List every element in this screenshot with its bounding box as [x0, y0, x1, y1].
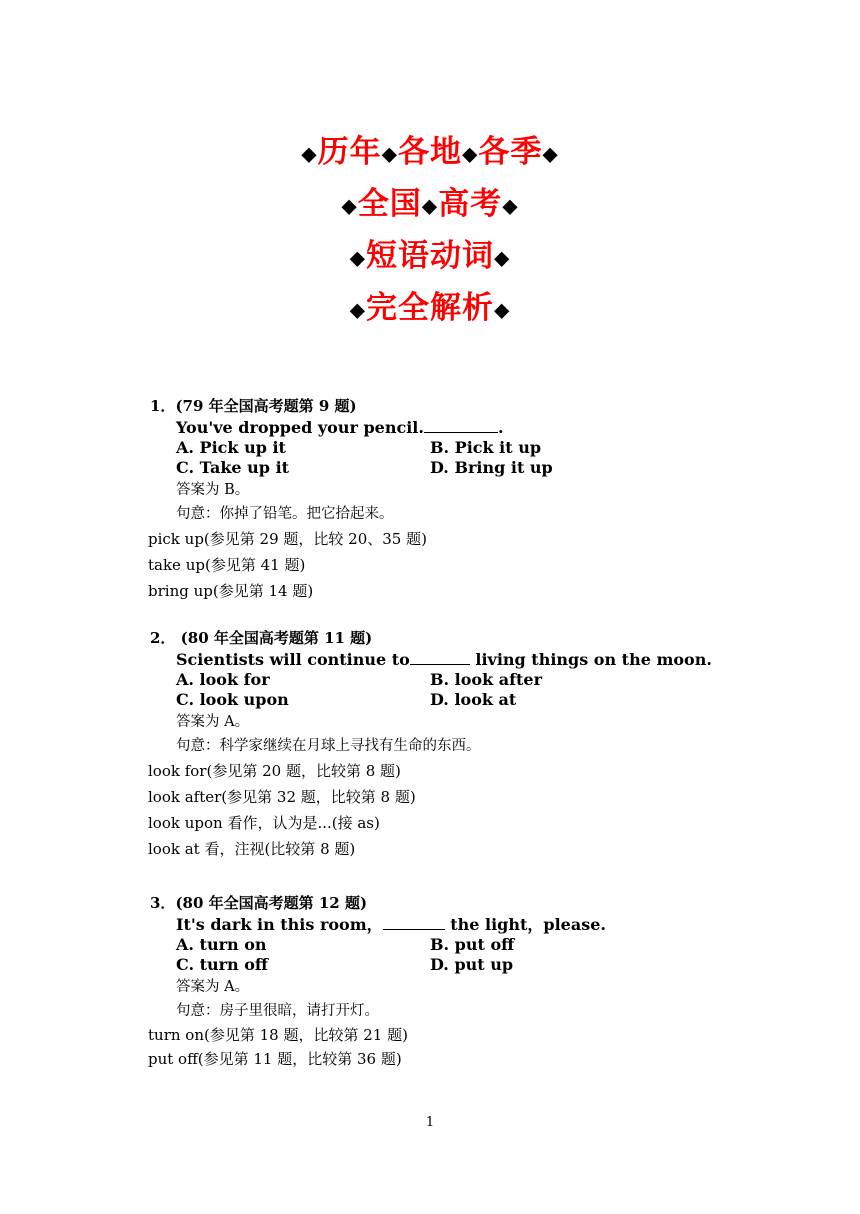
title-word: 各季: [478, 134, 543, 170]
title-word: 短语动词: [366, 238, 494, 274]
diamond-icon: ◆: [349, 297, 366, 322]
option-d: D. look at: [430, 690, 517, 709]
option-a: A. turn on: [176, 935, 267, 954]
question-header: [150, 396, 790, 417]
question-number: 3．: [150, 894, 176, 912]
answer-text: 答案为 B。: [176, 482, 250, 498]
question-3: [150, 893, 790, 1071]
question-source: (80 年全国高考题第 11 题): [175, 629, 373, 647]
answer-text: 答案为 A。: [176, 714, 250, 730]
diamond-icon: ◆: [494, 297, 511, 322]
reference-line: bring up(参见第 14 题): [148, 582, 314, 600]
diamond-icon: ◆: [421, 193, 439, 218]
reference-line: look upon 看作，认为是...(接 as): [148, 814, 380, 832]
reference-line: look after(参见第 32 题，比较第 8 题): [148, 788, 416, 806]
diamond-icon: ◆: [462, 141, 479, 166]
diamond-icon: ◆: [341, 193, 358, 218]
option-d: D. Bring it up: [430, 458, 553, 477]
reference-line: turn on(参见第 18 题，比较第 21 题): [148, 1026, 408, 1044]
answer-blank: [410, 650, 470, 665]
question-1: [150, 396, 790, 604]
title-line-4: [0, 282, 860, 327]
title-word: 各地: [398, 134, 462, 170]
meaning-text: 句意：房子里很暗，请打开灯。: [176, 1003, 379, 1019]
title-word: 高考: [438, 186, 503, 222]
question-stem: [176, 417, 790, 438]
diamond-icon: ◆: [301, 141, 318, 166]
options: [176, 935, 790, 975]
title-word: 完全解析: [366, 290, 494, 326]
title-line-1: [0, 126, 860, 171]
option-d: D. put up: [430, 955, 514, 974]
question-2: [150, 628, 790, 862]
answer-text: 答案为 A。: [176, 979, 250, 995]
option-c: C. turn off: [176, 955, 269, 974]
question-number: 1．: [150, 397, 176, 415]
question-header: [150, 628, 790, 649]
stem-text: It's dark in this room，: [176, 915, 383, 934]
options: [176, 438, 790, 478]
diamond-icon: ◆: [494, 245, 511, 270]
diamond-icon: ◆: [542, 141, 559, 166]
diamond-icon: ◆: [349, 245, 366, 270]
title-line-3: [0, 230, 860, 275]
question-source: (80 年全国高考题第 12 题): [175, 894, 368, 912]
answer-blank: [383, 915, 445, 930]
stem-text: .: [497, 418, 504, 437]
question-header: [150, 893, 790, 914]
option-a: A. Pick up it: [176, 438, 286, 457]
title-line-2: [0, 178, 860, 223]
diamond-icon: ◆: [381, 141, 398, 166]
question-stem: [176, 649, 790, 670]
meaning-text: 句意：你掉了铅笔。把它拾起来。: [176, 506, 394, 522]
answer-blank: [424, 418, 498, 433]
reference-line: look for(参见第 20 题，比较第 8 题): [148, 762, 401, 780]
question-stem: [176, 914, 790, 935]
question-number: 2．: [150, 629, 176, 647]
option-c: C. look upon: [176, 690, 289, 709]
option-c: C. Take up it: [176, 458, 290, 477]
option-b: B. Pick it up: [430, 438, 542, 457]
diamond-icon: ◆: [502, 193, 519, 218]
option-b: B. look after: [430, 670, 542, 689]
reference-line: look at 看，注视(比较第 8 题): [148, 840, 356, 858]
reference-line: pick up(参见第 29 题，比较 20、35 题): [148, 530, 427, 548]
reference-line: take up(参见第 41 题): [148, 556, 306, 574]
title-word: 全国: [357, 186, 422, 222]
page-number: 1: [425, 1115, 435, 1130]
options: [176, 670, 790, 710]
title-word: 历年: [317, 134, 382, 170]
stem-text: living things on the moon.: [469, 650, 712, 669]
stem-text: Scientists will continue to: [176, 650, 410, 669]
stem-text: You've dropped your pencil.: [176, 418, 424, 437]
option-a: A. look for: [176, 670, 270, 689]
question-source: (79 年全国高考题第 9 题): [175, 397, 357, 415]
meaning-text: 句意：科学家继续在月球上寻找有生命的东西。: [176, 738, 481, 754]
option-b: B. put off: [430, 935, 515, 954]
stem-text: the light，please.: [444, 915, 606, 934]
reference-line: put off(参见第 11 题，比较第 36 题): [148, 1050, 402, 1068]
